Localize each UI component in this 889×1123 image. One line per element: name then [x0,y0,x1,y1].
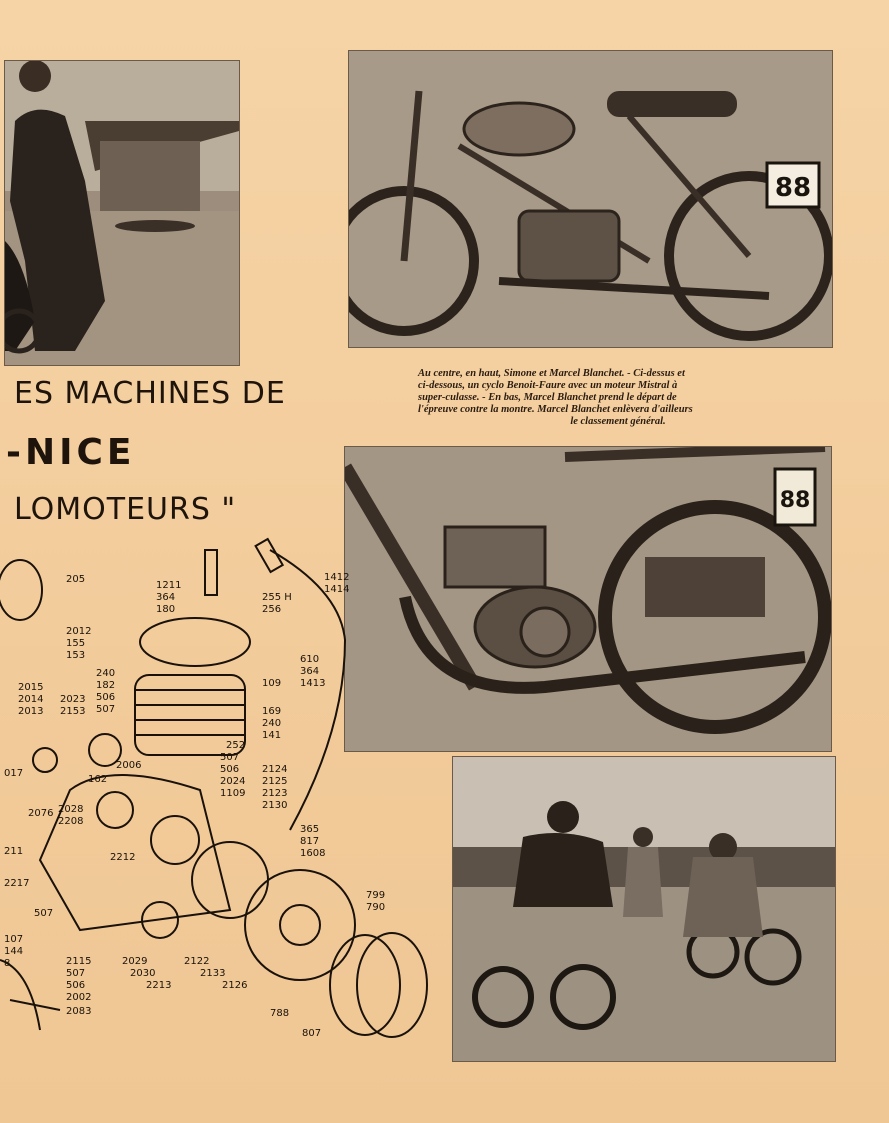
caption-line-4: l'épreuve contre la montre. Marcel Blanchet enlèvera d'ailleurs [418,404,693,415]
part-label: 255 H [262,592,292,603]
part-label: 155 [66,638,86,649]
headline-line-3: LOMOTEURS " [14,492,237,527]
part-label: 240 [96,668,116,679]
part-label: 107 [4,934,24,945]
part-label: 2076 [28,808,54,819]
part-label: 610 [300,654,320,665]
photo-race-start [452,756,836,1062]
part-label: 1109 [220,788,246,799]
part-label: 153 [66,650,86,661]
part-label: 2013 [18,706,44,717]
race-plate-mid: 88 [779,488,811,513]
cylinder-head-shape [140,618,250,666]
part-label: 2014 [18,694,44,705]
part-label: 2002 [66,992,92,1003]
spark-plug-shape [205,550,217,595]
part-label: 2115 [66,956,92,967]
cyclo-top-image [349,51,832,347]
part-label: 2015 [18,682,44,693]
part-label: 180 [156,604,176,615]
part-label: 790 [366,902,386,913]
part-label: 2125 [262,776,288,787]
part-label: 205 [66,574,86,585]
part-label: 2133 [200,968,226,979]
part-label: 2122 [184,956,210,967]
part-label: 141 [262,730,282,741]
part-label: 2208 [58,816,84,827]
headline-line-1: ES MACHINES DE [14,376,286,411]
part-label: 2123 [262,788,288,799]
part-label: 506 [96,692,116,703]
piston-shape [0,560,42,620]
part-label: 2012 [66,626,92,637]
part-label: 364 [156,592,176,603]
part-label: 2130 [262,800,288,811]
part-label: 2153 [60,706,86,717]
rider-portrait-image [5,61,239,365]
part-label: 169 [262,706,282,717]
caption-line-3: super-culasse. - En bas, Marcel Blanchet prend le départ de [418,392,677,403]
flywheel-shape [245,870,355,980]
part-label: 807 [302,1028,322,1039]
part-label: 2030 [130,968,156,979]
part-label: 506 [220,764,240,775]
part-label: 1413 [300,678,326,689]
part-label: 365 [300,824,320,835]
part-label: 1412 [324,572,350,583]
engine-exploded-diagram [0,530,440,1050]
part-label: 2213 [146,980,172,991]
photo-cyclo-top [348,50,833,348]
part-label: 2126 [222,980,248,991]
part-label: 364 [300,666,320,677]
part-label: 2024 [220,776,246,787]
part-label: 1211 [156,580,182,591]
part-label: 109 [262,678,282,689]
race-plate-top: 88 [774,173,812,203]
part-label: 799 [366,890,386,901]
part-label: 817 [300,836,320,847]
part-label: 1608 [300,848,326,859]
part-label: 2028 [58,804,84,815]
part-label: 144 [4,946,24,957]
part-label: 507 [220,752,240,763]
part-label: 2029 [122,956,148,967]
part-label: 211 [4,846,24,857]
part-label: 506 [66,980,86,991]
part-label: 2023 [60,694,86,705]
photo-caption [418,368,818,428]
part-label: 8 [4,958,11,969]
part-label: 017 [4,768,24,779]
diagram-part-labels [4,572,385,1039]
part-label: 2006 [116,760,142,771]
part-label: 1414 [324,584,350,595]
part-label: 2124 [262,764,288,775]
caption-line-2: ci-dessous, un cyclo Benoit-Faure avec un moteur Mistral à [418,380,678,391]
part-label: 162 [88,774,108,785]
part-label: 2217 [4,878,30,889]
part-label: 788 [270,1008,290,1019]
part-label: 252 [226,740,246,751]
caption-line-1: Au centre, en haut, Simone et Marcel Blanchet. - Ci-dessus et [418,368,685,379]
photo-rider-portrait [4,60,240,366]
part-label: 507 [66,968,86,979]
part-label: 256 [262,604,282,615]
part-label: 2083 [66,1006,92,1017]
part-label: 507 [96,704,116,715]
part-label: 182 [96,680,116,691]
caption-line-5: le classement général. [570,416,666,427]
race-start-image [453,757,835,1061]
part-label: 240 [262,718,282,729]
part-label: 507 [34,908,54,919]
headline-line-2: -NICE [6,432,136,473]
part-label: 2212 [110,852,136,863]
